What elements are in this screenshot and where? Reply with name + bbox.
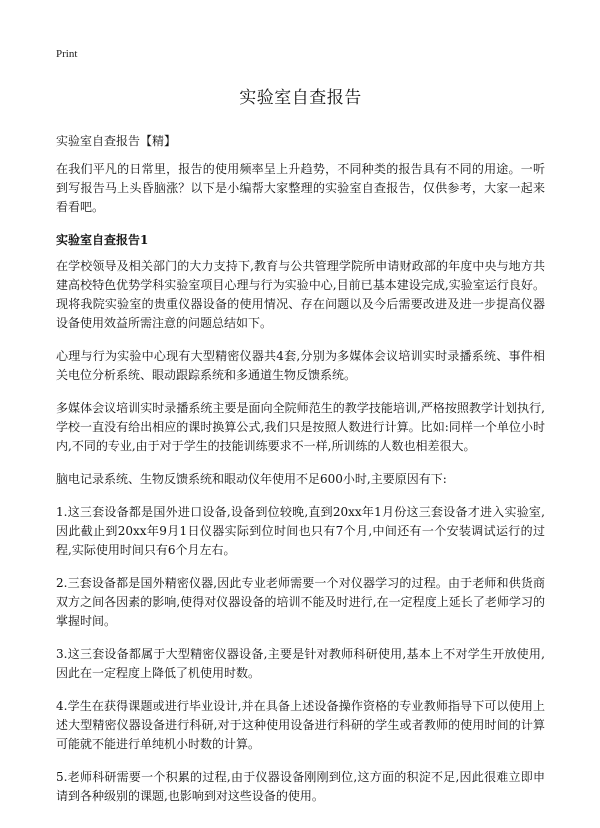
print-link[interactable]: Print bbox=[56, 48, 78, 60]
subtitle: 实验室自查报告【精】 bbox=[56, 134, 177, 148]
intro-paragraph: 在我们平凡的日常里，报告的使用频率呈上升趋势，不同种类的报告具有不同的用途。一听到写报告马上头昏脑涨？以下是小编帮大家整理的实验室自查报告，仅供参考，大家一起来看看吧。 bbox=[56, 162, 545, 214]
list-item: 3.这三套设备都属于大型精密仪器设备,主要是针对教师科研使用,基本上不对学生开放使用,因此在一定程度上降低了机使用时数。 bbox=[56, 647, 545, 680]
body-paragraph: 多媒体会议培训实时录播系统主要是面向全院师范生的教学技能培训,严格按照教学计划执行,学校一直没有给出相应的课时换算公式,我们只是按照人数进行计算。比如:同样一个单位小时内,不同的专业,由于对于学生的技能训练要求不一样,所训练的人数也相差很大。 bbox=[56, 401, 545, 453]
list-item: 1.这三套设备都是国外进口设备,设备到位较晚,直到20xx年1月份这三套设备才进入实验室,因此截止到20xx年9月1日仪器实际到位时间也只有7个月,中间还有一个安装调试运行的过程,实际使用时间只有6个月左右。 bbox=[56, 505, 545, 557]
body-paragraph: 脑电记录系统、生物反馈系统和眼动仪年使用不足600小时,主要原因有下: bbox=[56, 472, 447, 486]
section-heading: 实验室自查报告1 bbox=[56, 233, 149, 247]
body-paragraph: 心理与行为实验中心现有大型精密仪器共4套,分别为多媒体会议培训实时录播系统、事件相关电位分析系统、眼动跟踪系统和多通道生物反馈系统。 bbox=[56, 349, 545, 382]
list-item: 5.老师科研需要一个积累的过程,由于仪器设备刚刚到位,这方面的积淀不足,因此很难立即申请到各种级别的课题,也影响到对这些设备的使用。 bbox=[56, 770, 545, 803]
page-title: 实验室自查报告 bbox=[239, 88, 362, 108]
list-item: 4.学生在获得课题或进行毕业设计,并在具备上述设备操作资格的专业教师指导下可以使用上述大型精密仪器设备进行科研,对于这种使用设备进行科研的学生或者教师的使用时间的计算可能就不能进行单纯机小时数的计算。 bbox=[56, 699, 545, 751]
list-item: 2.三套设备都是国外精密仪器,因此专业老师需要一个对仪器学习的过程。由于老师和供货商双方之间各因素的影响,使得对仪器设备的培训不能及时进行,在一定程度上延长了老师学习的掌握时间。 bbox=[56, 576, 545, 628]
body-paragraph: 在学校领导及相关部门的大力支持下,教育与公共管理学院所申请财政部的年度中央与地方共建高校特色优势学科实验室项目心理与行为实验中心,目前已基本建设完成,实验室运行良好。现将我院实验室的贵重仪器设备的使用情况、存在问题以及今后需要改进及进一步提高仪器设备使用效益所需注意的问题总结如下。 bbox=[56, 259, 545, 330]
